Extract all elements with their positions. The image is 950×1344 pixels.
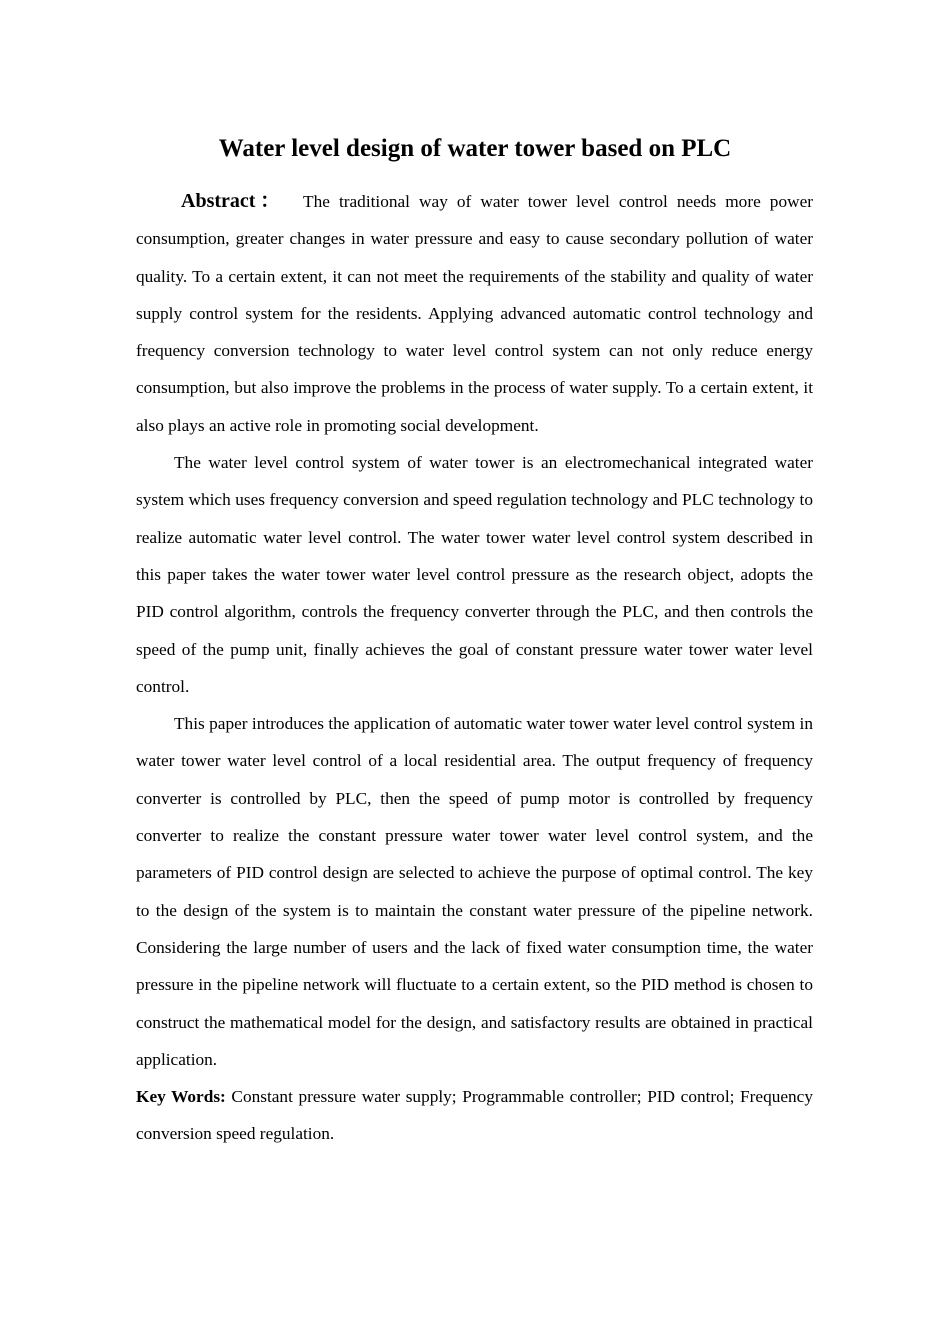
keywords-paragraph <box>136 1078 813 1153</box>
abstract-paragraph: This paper introduces the application of automatic water tower water level control system in water tower water level control of a local residential area. The output frequency of frequency converter is controlled by PLC, then the speed of pump motor is controlled by frequency converter to realize the constant pressure water tower water level control system, and the parameters of PID control design are selected to achieve the purpose of optimal control. The key to the design of the system is to maintain the constant water pressure of the pipeline network. Considering the large number of users and the lack of fixed water consumption time, the water pressure in the pipeline network will fluctuate to a certain extent, so the PID method is chosen to construct the mathematical model for the design, and satisfactory results are obtained in practical application. <box>136 714 813 1069</box>
paper-title: Water level design of water tower based on PLC <box>218 135 732 162</box>
abstract-paragraph-1-text: The traditional way of water tower level control needs more power consumption, greater changes in water pressure and easy to cause secondary pollution of water quality. To a certain extent, it can not meet the requirements of the stability and quality of water supply control system for the residents. Applying advanced automatic control technology and frequency conversion technology to water level control system can not only reduce energy consumption, but also improve the problems in the process of water supply. To a certain extent, it also plays an active role in promoting social development. <box>136 192 813 435</box>
abstract-section <box>136 183 813 1153</box>
abstract-paragraph: The water level control system of water tower is an electromechanical integrated water system which uses frequency conversion and speed regulation technology and PLC technology to realize automatic water level control. The water tower water level control system described in this paper takes the water tower water level control pressure as the research object, adopts the PID control algorithm, controls the frequency converter through the PLC, and then controls the speed of the pump unit, finally achieves the goal of constant pressure water tower water level control. <box>136 453 813 696</box>
abstract-paragraph <box>136 183 813 444</box>
keywords-heading: Key Words: <box>136 1087 226 1107</box>
keywords-text: Constant pressure water supply; Programmable controller; PID control; Frequency conversion speed regulation. <box>136 1087 813 1144</box>
abstract-heading: Abstract： <box>181 190 285 212</box>
